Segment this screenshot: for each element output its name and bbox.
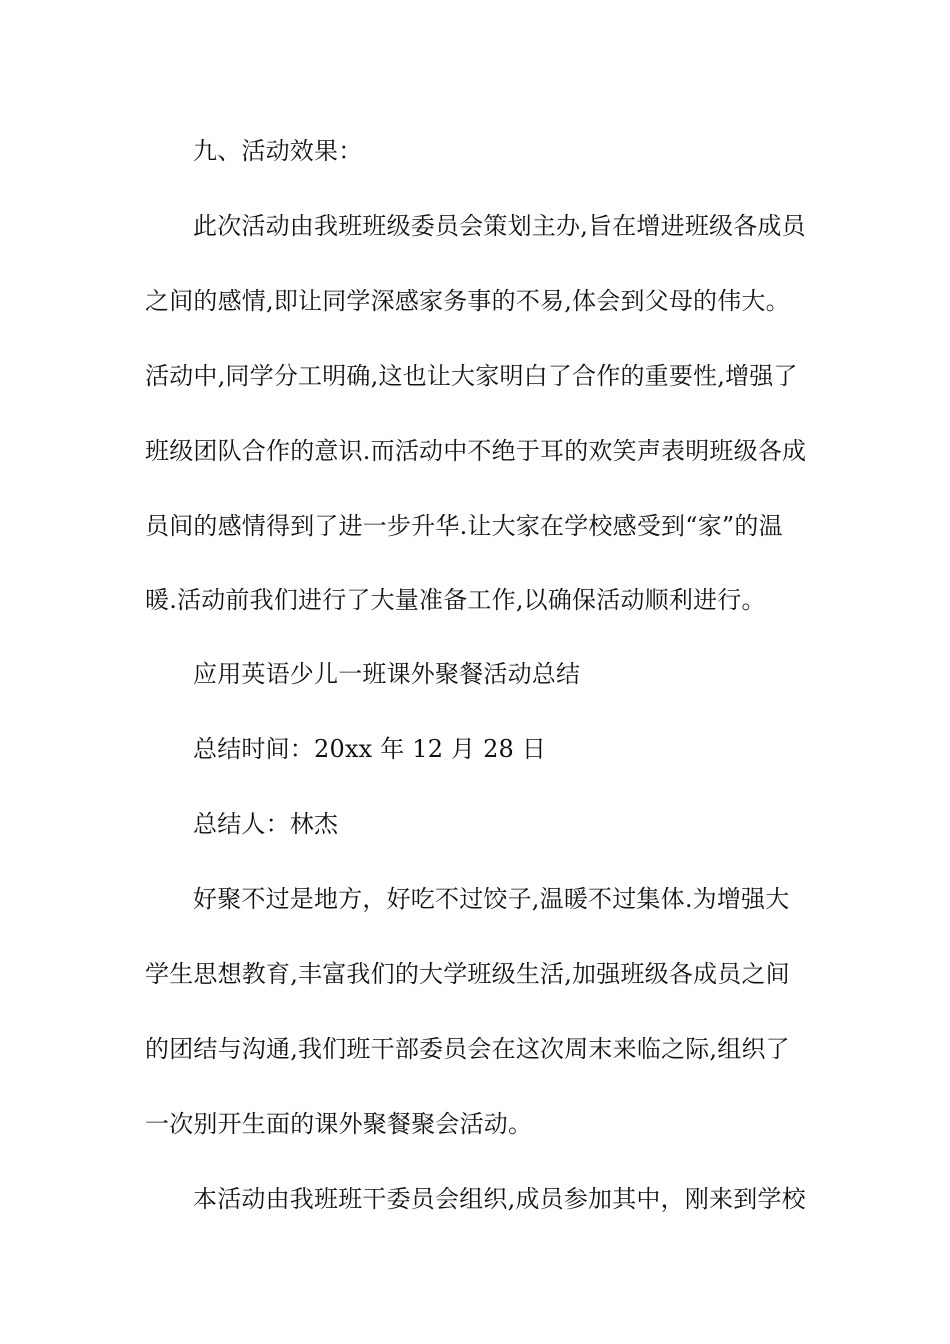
summary-title: 应用英语少儿一班课外聚餐活动总结 [193,660,581,688]
section-heading: 九、活动效果： [193,137,363,165]
paragraph-line: 学生思想教育,丰富我们的大学班级生活,加强班级各成员之间 [145,960,790,988]
paragraph-line: 班级团队合作的意识.而活动中不绝于耳的欢笑声表明班级各成 [145,437,807,465]
paragraph-line: 员间的感情得到了进一步升华.让大家在学校感受到“家”的温 [145,512,783,540]
paragraph-line: 好聚不过是地方，好吃不过饺子,温暖不过集体.为增强大 [193,885,790,913]
paragraph-line: 活动中,同学分工明确,这也让大家明白了合作的重要性,增强了 [145,362,798,390]
paragraph-line: 本活动由我班班干委员会组织,成员参加其中，刚来到学校 [193,1185,806,1213]
summary-date: 总结时间：20xx 年 12 月 28 日 [193,735,547,763]
paragraph-line: 的团结与沟通,我们班干部委员会在这次周末来临之际,组织了 [145,1035,790,1063]
summary-author: 总结人：林杰 [193,810,339,838]
paragraph-line: 此次活动由我班班级委员会策划主办,旨在增进班级各成员 [193,212,806,240]
paragraph-line: 暖.活动前我们进行了大量准备工作,以确保活动顺利进行。 [145,586,766,614]
paragraph-line: 之间的感情,即让同学深感家务事的不易,体会到父母的伟大。 [145,287,790,315]
paragraph-line: 一次别开生面的课外聚餐聚会活动。 [145,1110,533,1138]
